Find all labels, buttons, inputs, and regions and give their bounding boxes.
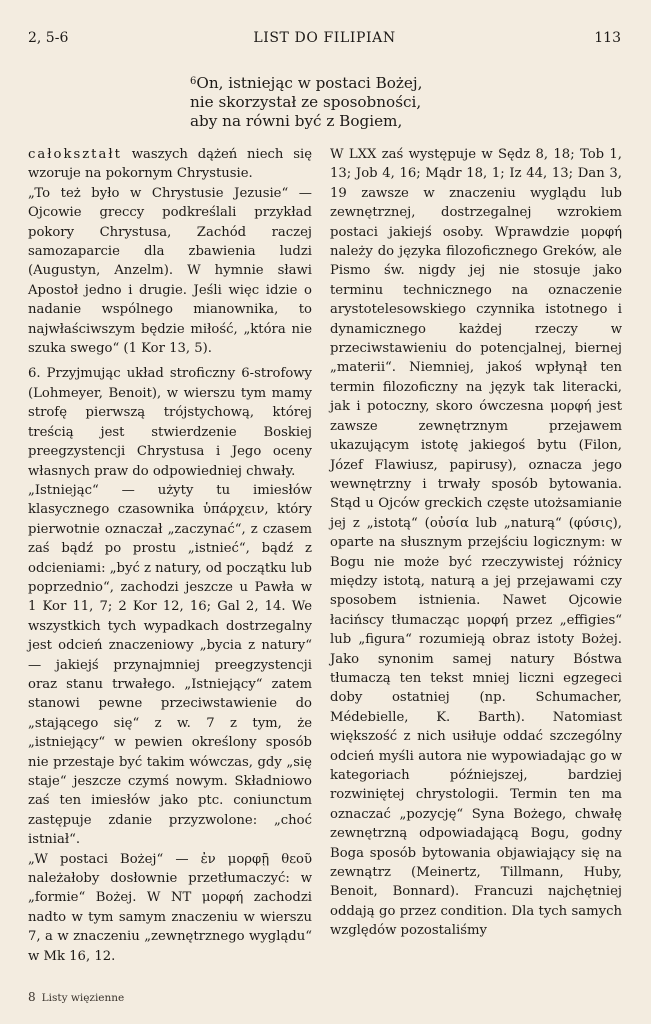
page-footer [28,990,124,1004]
paragraph: „W postaci Bożej“ — ἐν μορφῇ θεοῦ należałoby dosłownie przetłumaczyć: w „formie“ Bożej. W NT μορφή zachodzi nadto w tym samym znaczeniu w wierszu 7, a w znaczeniu „zewnętrznego wyglądu“ w Mk 16, 12. [28,851,312,964]
page-number: 113 [594,30,621,46]
running-header [28,30,621,52]
verse-number: 6 [190,76,197,87]
verse-line: aby na równi być z Bogiem, [190,112,403,130]
signature-number: 8 [28,990,36,1004]
spaced-word: całokształt [28,147,122,162]
paragraph: całokształt waszych dążeń niech się wzoruje na pokornym Chrystusie. [28,147,312,182]
signature-text: Listy więzienne [41,992,125,1004]
chapter-reference: 2, 5-6 [28,30,69,46]
right-column [330,145,622,941]
paragraph: „Istniejąc“ — użyty tu imiesłów klasycznego czasownika ὑπάρχειν, który pierwotnie oznaczał „zaczynać“, z czasem zaś bądź po prostu „istnieć“, bądź z odcieniami: „być z natury, od początku lub poprzednio“, zachodzi jeszcze u Pawła w 1 Kor 11, 7; 2 Kor 12, 16; Gal 2, 14. We wszystkich tych wypadkach dostrzegalny jest odcień znaczeniowy „bycia z natury“ — jakiejś przynajmniej preegzystencji oraz stanu trwałego. „Istniejący“ zatem stanowi pewne przeciwstawienie do „stającego się“ z w. 7 z tym, że „istniejący“ w pewien określony sposób nie przestaje być takim wówczas, gdy „się staje“ jeszcze czymś nowym. Składniowo zaś ten imiesłów jako ptc. coniunctum zastępuje zdanie przyzwolone: „choć istniał“. [28,482,312,848]
paragraph: W LXX zaś występuje w Sędz 8, 18; Tob 1, 13; Job 4, 16; Mądr 18, 1; Iz 44, 13; Dan 3, 19 zawsze w znaczeniu wyglądu lub zewnętrznej, dostrzegalnej wzrokiem postaci jakiejś osoby. Wprawdzie μορφή należy do języka filozoficznego Greków, ale Pismo św. nigdy jej nie stosuje jako terminu technicznego na oznaczenie arystotelesowskiego czynnika istotnego i dynamicznego każdej rzeczy w przeciwstawieniu do potencjalnej, biernej „materii“. Niemniej, jakoś wpłynął ten termin filozoficzny na język tak literacki, jak i potoczny, skoro ówczesna μορφή jest zawsze zewnętrznym przejawem ukazującym istotę jakiegoś bytu (Filon, Józef Flawiusz, papirusy), oznacza jego wewnętrzny i trwały sposób bytowania. Stąd u Ojców greckich częste utożsamianie jej z „istotą“ (οὐσία lub „naturą“ (φύσις), oparte na słusznym przejściu logicznym: w Bogu nie może być rzeczywistej różnicy między istotą, naturą a jej przejawami czy sposobem istnienia. Nawet Ojcowie łacińscy tłumacząc μορφή przez „effigies“ lub „figura“ rozumieją obraz istoty Bożej. Jako synonim samej natury Bóstwa tłumaczą ten tekst mniej liczni egzegeci doby ostatniej (np. Schumacher, Médebielle, K. Barth). Natomiast większość z nich usiłuje oddać szczególny odcień myśli autora nie wypowiadając go w kategoriach późniejszej, bardziej rozwiniętej chrystologii. Termin ten ma oznaczać „pozycję“ Syna Bożego, chwałę zewnętrzną odpowiadającą Bogu, godny Boga sposób bytowania objawiający się na zewnątrz (Meinertz, Tillmann, Huby, Benoit, Bonnard). Francuzi najchętniej oddają go przez condition. Dla tych samych względów pozostaliśmy [330,147,622,939]
running-title: LIST DO FILIPIAN [253,30,396,46]
left-column [28,145,312,966]
paragraph: 6. Przyjmując układ stroficzny 6-strofowy (Lohmeyer, Benoit), w wierszu tym mamy strofę pierwszą trójstychową, której treścią jest stwierdzenie Boskiej preegzystencji Chrystusa i Jego oceny własnych praw do odpowiedniej chwały. [28,366,312,479]
paragraph: „To też było w Chrystusie Jezusie“ — Ojcowie greccy podkreślali przykład pokory Chrystusa, Zachód raczej samozaparcie dla zbawienia ludzi (Augustyn, Anzelm). W hymnie sławi Apostoł jedno i drugie. Jeśli więc idzie o nadanie wspólnego mianownika, to najwłaściwszym będzie miłość, „która nie szuka swego“ (1 Kor 13, 5). [28,185,312,357]
scripture-verse [190,72,490,131]
verse-line: $^6$On, istniejąc w postaci Bożej, [190,74,423,92]
verse-line: nie skorzystał ze sposobności, [190,93,422,111]
